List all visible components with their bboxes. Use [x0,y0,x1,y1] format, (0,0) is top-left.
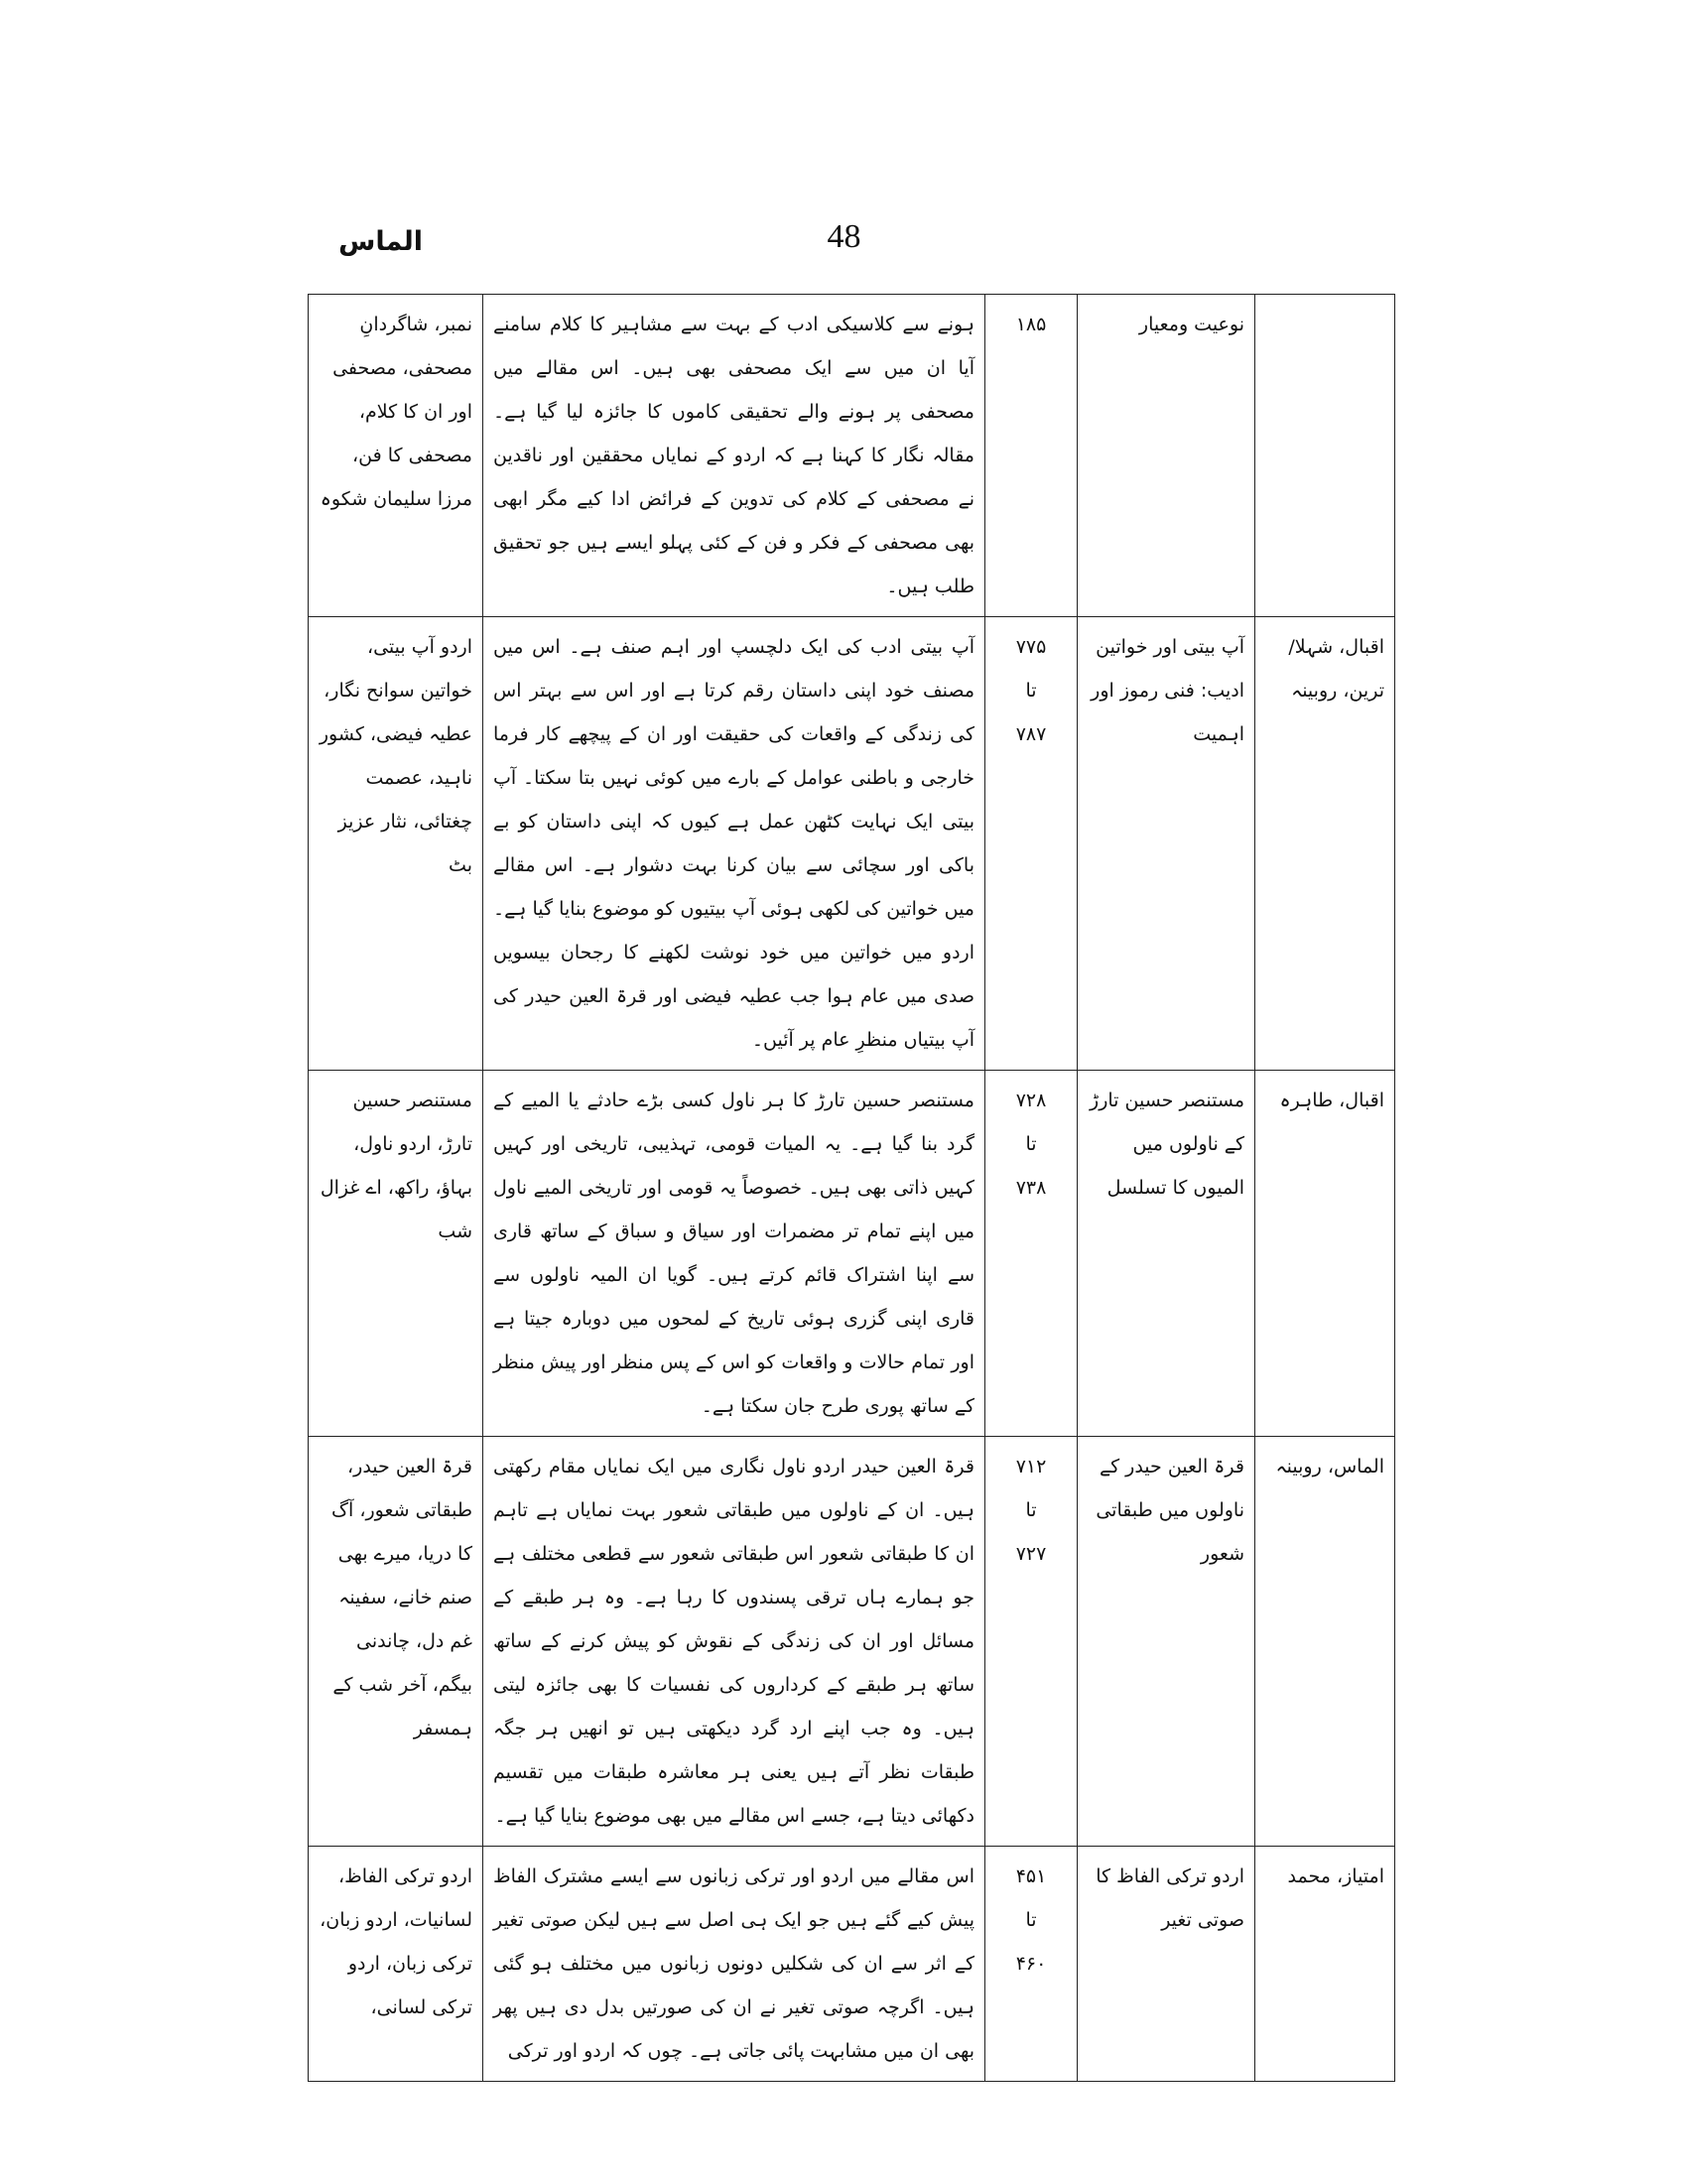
page-range-sep: تا [1025,1909,1037,1931]
author-cell: اقبال، طاہرہ [1255,1071,1395,1437]
pages-cell [985,617,1078,1071]
page-range-end: ۷۳۸ [1015,1177,1047,1199]
page-range-sep: تا [1025,1499,1037,1521]
page-range-end: ۷۲۷ [1015,1543,1047,1565]
pages-cell [985,295,1078,617]
page-range-sep: تا [1025,680,1037,702]
title-cell: قرۃ العین حیدر کے ناولوں میں طبقاتی شعور [1078,1437,1255,1847]
table-row [309,1847,1395,2082]
author-cell [1255,295,1395,617]
title-cell: اردو ترکی الفاظ کا صوتی تغیر [1078,1847,1255,2082]
pages-cell [985,1437,1078,1847]
page-range-start: ۷۷۵ [1015,636,1047,658]
page-range-start: ۱۸۵ [1015,314,1047,335]
title-cell: آپ بیتی اور خواتین ادیب: فنی رموز اور اہمیت [1078,617,1255,1071]
table-row [309,1071,1395,1437]
page-range-start: ۷۱۲ [1015,1456,1047,1477]
table-row [309,1437,1395,1847]
author-cell: الماس، روبینہ [1255,1437,1395,1847]
summary-cell: آپ بیتی ادب کی ایک دلچسپ اور اہم صنف ہے۔ اس میں مصنف خود اپنی داستان رقم کرتا ہے اور اس سے بہتر اس کی زندگی کے واقعات کی حقیقت اور ان کے پیچھے کار فرما خارجی و باطنی عوامل کے بارے میں کوئی نہیں بتا سکتا۔ آپ بیتی ایک نہایت کٹھن عمل ہے کیوں کہ اپنی داستان کو بے باکی اور سچائی سے بیان کرنا بہت دشوار ہے۔ اس مقالے میں خواتین کی لکھی ہوئی آپ بیتیوں کو موضوع بنایا گیا ہے۔ اردو میں خواتین میں خود نوشت لکھنے کا رجحان بیسویں صدی میں عام ہوا جب عطیہ فیضی اور قرۃ العین حیدر کی آپ بیتیاں منظرِ عام پر آئیں۔ [483,617,985,1071]
page-range-start: ۷۲۸ [1015,1090,1047,1111]
summary-cell: ہونے سے کلاسیکی ادب کے بہت سے مشاہیر کا کلام سامنے آیا ان میں سے ایک مصحفی بھی ہیں۔ اس مقالے میں مصحفی پر ہونے والے تحقیقی کاموں کا جائزہ لیا گیا ہے۔ مقالہ نگار کا کہنا ہے کہ اردو کے نمایاں محققین اور ناقدین نے مصحفی کے کلام کی تدوین کے فرائض ادا کیے مگر ابھی بھی مصحفی کے فکر و فن کے کئی پہلو ایسے ہیں جو تحقیق طلب ہیں۔ [483,295,985,617]
table-row [309,295,1395,617]
title-cell: نوعیت ومعیار [1078,295,1255,617]
page-range-end: ۴۶۰ [1015,1953,1047,1975]
pages-cell [985,1071,1078,1437]
page-range-sep: تا [1025,1133,1037,1155]
page-number: 48 [827,218,861,255]
keywords-cell: قرۃ العین حیدر، طبقاتی شعور، آگ کا دریا، میرے بھی صنم خانے، سفینہ غم دل، چاندنی بیگم، آخر شب کے ہمسفر [309,1437,483,1847]
keywords-cell: نمبر، شاگردانِ مصحفی، مصحفی اور ان کا کلام، مصحفی کا فن، مرزا سلیمان شکوہ [309,295,483,617]
pages-cell [985,1847,1078,2082]
reference-table [308,294,1395,2082]
keywords-cell: مستنصر حسین تارڑ، اردو ناول، بہاؤ، راکھ، اے غزال شب [309,1071,483,1437]
author-cell: امتیاز، محمد [1255,1847,1395,2082]
keywords-cell: اردو آپ بیتی، خواتین سوانح نگار، عطیہ فیضی، کشور ناہید، عصمت چغتائی، نثار عزیز بٹ [309,617,483,1071]
author-cell: اقبال، شہلا/ ترین، روبینہ [1255,617,1395,1071]
table-row [309,617,1395,1071]
journal-title: الماس [338,226,423,257]
page-range-end: ۷۸۷ [1015,723,1047,745]
summary-cell: قرۃ العین حیدر اردو ناول نگاری میں ایک نمایاں مقام رکھتی ہیں۔ ان کے ناولوں میں طبقاتی شعور بہت نمایاں ہے تاہم ان کا طبقاتی شعور اس طبقاتی شعور سے قطعی مختلف ہے جو ہمارے ہاں ترقی پسندوں کا رہا ہے۔ وہ ہر طبقے کے مسائل اور ان کی زندگی کے نقوش کو پیش کرنے کے ساتھ ساتھ ہر طبقے کے کرداروں کی نفسیات کا بھی جائزہ لیتی ہیں۔ وہ جب اپنے ارد گرد دیکھتی ہیں تو انھیں ہر جگہ طبقات نظر آتے ہیں یعنی ہر معاشرہ طبقات میں تقسیم دکھائی دیتا ہے، جسے اس مقالے میں بھی موضوع بنایا گیا ہے۔ [483,1437,985,1847]
keywords-cell: اردو ترکی الفاظ، لسانیات، اردو زبان، ترکی زبان، اردو ترکی لسانی، [309,1847,483,2082]
summary-cell: مستنصر حسین تارڑ کا ہر ناول کسی بڑے حادثے یا المیے کے گرد بنا گیا ہے۔ یہ المیات قومی، تہذیبی، تاریخی اور کہیں کہیں ذاتی بھی ہیں۔ خصوصاً یہ قومی اور تاریخی المیے ناول میں اپنے تمام تر مضمرات اور سیاق و سباق کے ساتھ قاری سے اپنا اشتراک قائم کرتے ہیں۔ گویا ان المیہ ناولوں سے قاری اپنی گزری ہوئی تاریخ کے لمحوں میں دوبارہ جیتا ہے اور تمام حالات و واقعات کو اس کے پس منظر اور پیش منظر کے ساتھ پوری طرح جان سکتا ہے۔ [483,1071,985,1437]
summary-cell: اس مقالے میں اردو اور ترکی زبانوں سے ایسے مشترک الفاظ پیش کیے گئے ہیں جو ایک ہی اصل سے ہیں لیکن صوتی تغیر کے اثر سے ان کی شکلیں دونوں زبانوں میں مختلف ہو گئی ہیں۔ اگرچہ صوتی تغیر نے ان کی صورتیں بدل دی ہیں پھر بھی ان میں مشابہت پائی جاتی ہے۔ چوں کہ اردو اور ترکی [483,1847,985,2082]
page-range-start: ۴۵۱ [1015,1865,1047,1887]
title-cell: مستنصر حسین تارڑ کے ناولوں میں المیوں کا تسلسل [1078,1071,1255,1437]
